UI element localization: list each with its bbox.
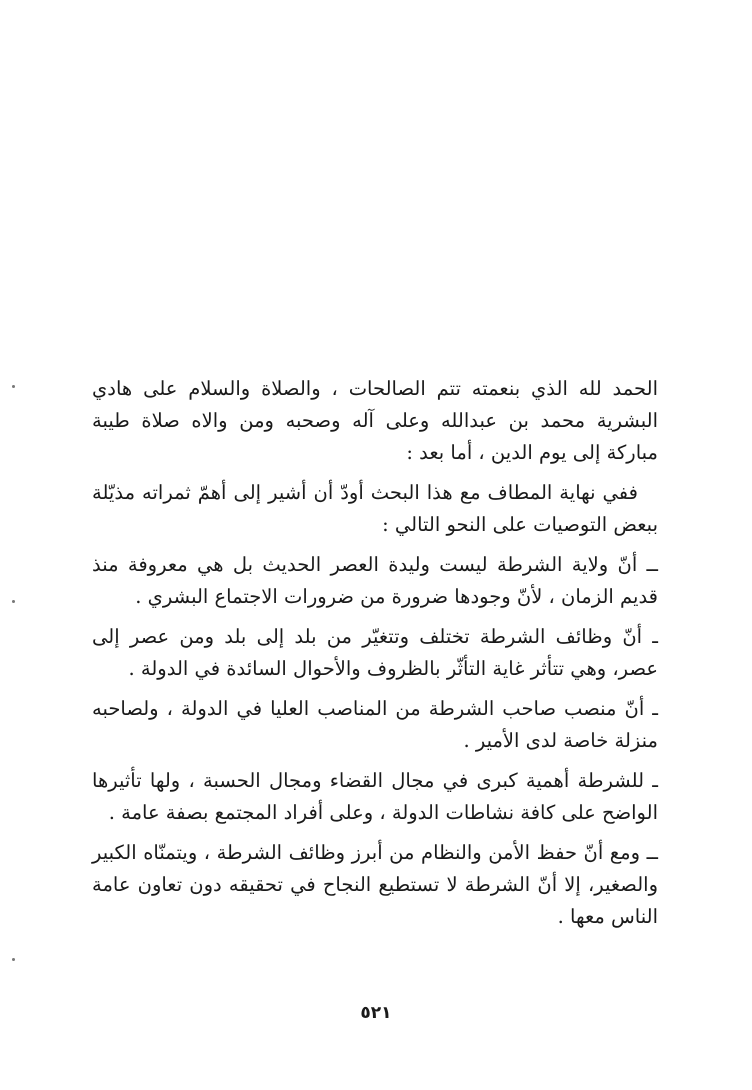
intro-paragraph: ففي نهاية المطاف مع هذا البحث أودّ أن أشير إلى أهمّ ثمراته مذيّلة ببعض التوصيات على النحو التالي : [92, 481, 658, 536]
page-number: ٥٢١ [360, 1003, 392, 1023]
recommendation-item: ــ أنّ ولاية الشرطة ليست وليدة العصر الحديث بل هي معروفة منذ قديم الزمان ، لأنّ وجودها ضرورة من ضرورات الاجتماع البشري . [92, 553, 658, 608]
opening-paragraph: الحمد لله الذي بنعمته تتم الصالحات ، والصلاة والسلام على هادي البشرية محمد بن عبدالله وعلى آله وصحبه ومن والاه صلاة طيبة مباركة إلى يوم الدين ، أما بعد : [92, 377, 658, 464]
recommendation-item: ـ أنّ منصب صاحب الشرطة من المناصب العليا في الدولة ، ولصاحبه منزلة خاصة لدى الأمير . [92, 697, 658, 752]
scan-speck [12, 600, 15, 603]
scan-speck [12, 958, 15, 961]
body-text [92, 373, 658, 941]
recommendation-item: ــ ومع أنّ حفظ الأمن والنظام من أبرز وظائف الشرطة ، ويتمنّاه الكبير والصغير، إلا أنّ الشرطة لا تستطيع النجاح في تحقيقه دون تعاون عامة الناس معها . [92, 841, 658, 928]
recommendation-item: ـ أنّ وظائف الشرطة تختلف وتتغيّر من بلد إلى بلد ومن عصر إلى عصر، وهي تتأثر غاية التأثّر بالظروف والأحوال السائدة في الدولة . [92, 625, 658, 680]
scan-speck [12, 385, 15, 388]
recommendation-item: ـ للشرطة أهمية كبرى في مجال القضاء ومجال الحسبة ، ولها تأثيرها الواضح على كافة نشاطات الدولة ، وعلى أفراد المجتمع بصفة عامة . [92, 769, 658, 824]
